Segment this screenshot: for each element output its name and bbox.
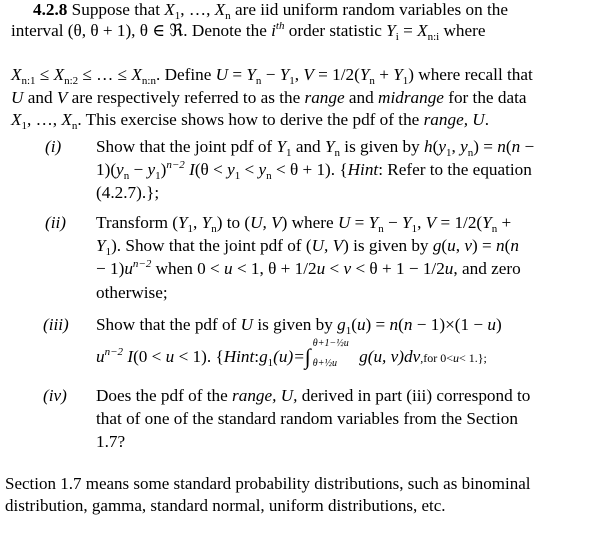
var: U, V [311,236,344,255]
var: X [53,65,65,84]
text: ( [432,137,439,156]
part-ii-line-3 [96,259,521,281]
var: V [303,65,314,84]
var: X [214,0,226,19]
integral-group [304,338,355,369]
superscript: n−2 [132,258,152,270]
var: g [337,315,346,334]
text: < θ + 1). { [271,160,348,179]
part-iii-line-2 [96,338,487,369]
var: X [164,0,175,19]
var: X [131,65,142,84]
var: U [215,65,229,84]
text: . This exercise shows how to derive the pdf of the [77,110,424,129]
text: < 1, θ + 1/2 [232,259,317,278]
subscript: n:1 [21,75,36,87]
text: derived in part (iii) correspond to [297,386,531,405]
subscript: n:n [141,75,156,87]
text: 1)( [96,160,117,179]
text: for the data [443,88,527,107]
text: and [291,137,325,156]
var: X [417,21,428,40]
var: n [497,137,506,156]
text: ) = [473,137,498,156]
var: g [432,236,442,255]
part-ii-line-2 [96,236,519,258]
text: + [374,65,394,84]
section-note: Section 1.7 means some standard probability distributions, such as binominal distribution, gamma, standard normal, uniform distributions, etc. [5,474,531,515]
var: Y [246,65,256,84]
text: otherwise; [96,283,168,302]
text: − [261,65,280,84]
var: V [56,88,68,107]
subscript: 1 [234,170,241,182]
var: Y [177,213,188,232]
text: ≤ [35,65,54,84]
text: are iid uniform random variables on the [230,0,508,19]
var: u [444,259,454,278]
text: , [417,213,426,232]
text: < [325,259,344,278]
var: v [464,236,472,255]
var: u [356,315,366,334]
text: − [520,137,535,156]
text: ) where [281,213,338,232]
var: Y [279,65,290,84]
text: and [344,88,379,107]
problem-line-4 [11,88,526,108]
part-i-line-3 [96,183,159,203]
subscript: n [467,147,474,159]
var: y [116,160,124,179]
var: u [316,259,326,278]
text: ) is given by [343,236,433,255]
text: < 1.}; [458,351,487,365]
var: u [224,259,233,278]
text: are respectively referred to as the [67,88,305,107]
text: , [294,65,304,84]
text: ) [495,315,502,334]
var: h [424,137,433,156]
superscript: n−2 [104,346,124,358]
subscript: n [491,223,498,235]
text: , [420,351,424,365]
var: n [511,137,521,156]
part-ii-line-4 [96,283,168,303]
var: Y [201,213,212,232]
text: − [129,160,148,179]
subscript: 1 [155,170,161,182]
problem-line-5 [11,110,489,132]
integrand: g(u, v)dv [354,347,421,366]
var: X [11,110,22,129]
var: Y [96,236,106,255]
var: i [271,21,276,40]
text: Show that the joint pdf of [96,137,277,156]
text: : [254,347,260,366]
subscript: n [378,223,384,235]
emph: range, U [423,110,485,129]
text: when 0 < [151,259,225,278]
text: ( [398,315,404,334]
var: u [124,259,133,278]
text: ) to ( [216,213,251,232]
text: Show that the pdf of [96,315,241,334]
text: Does the pdf of the [96,386,233,405]
text: = 1/2( [313,65,360,84]
emph: midrange [378,88,444,107]
subscript: i [395,31,399,43]
var: g [259,347,268,366]
text: , [451,137,461,156]
subscript: n [123,170,130,182]
subscript: n [334,147,340,159]
part-ii-line-1 [96,213,511,235]
var: U [240,315,254,334]
subscript: n [266,170,272,182]
text: (4.2.7).}; [96,183,160,202]
text: ) [160,160,167,179]
var: y [147,160,156,179]
subscript: n:i [427,31,440,43]
text: < θ + 1 − 1/2 [351,259,445,278]
subscript: 1 [267,357,274,369]
var: y [258,160,267,179]
var: U [337,213,351,232]
text: . Define [155,65,216,84]
text: ) = [365,315,390,334]
text: ) where recall that [408,65,533,84]
text: (θ < [194,160,228,179]
text: , …, [180,0,215,19]
var: y [460,137,468,156]
text: order statistic [284,21,387,40]
var: n [510,236,519,255]
text: : Refer to the equation [378,160,532,179]
text: ( [504,236,511,255]
text: ( [505,137,512,156]
var: n [389,315,399,334]
var: u [165,347,175,366]
subscript: 1 [174,10,181,22]
subscript: 1 [105,246,112,258]
text: is given by [340,137,425,156]
text: < [240,160,259,179]
var: Y [482,213,492,232]
part-i-line-2 [96,160,532,182]
text: and [23,88,57,107]
integral-sign: ∫ [304,344,311,369]
var: I [127,347,134,366]
text: Transform ( [96,213,178,232]
problem-line-1 [33,0,508,22]
problem-line-3 [11,65,533,87]
var: y [438,137,446,156]
part-iii-label: (iii) [43,315,69,334]
var: U [11,88,24,107]
var: I [189,160,195,179]
text: = [350,213,369,232]
var: Y [402,213,412,232]
superscript: th [275,20,285,32]
subscript: n [211,223,217,235]
text: ( [351,315,357,334]
subscript: 1 [446,147,452,159]
text: . [484,110,489,129]
subscript: n [255,75,262,87]
subscript: 1 [345,325,352,337]
part-iv-line-1 [96,386,530,406]
part-iv-label: (iv) [43,386,67,405]
var: u [452,351,459,365]
text: , [193,213,202,232]
text: where [439,21,486,40]
text: for 0< [423,351,453,365]
text: ) = [471,236,496,255]
text: is given by [253,315,338,334]
emph: range [304,88,345,107]
superscript: n−2 [166,159,185,171]
text: ≤ … ≤ [78,65,132,84]
text: , [455,236,465,255]
var: Y [276,137,287,156]
text: ). Show that the joint pdf of ( [111,236,312,255]
text: − 1) [96,259,125,278]
subscript: 1 [289,75,295,87]
emph: Hint [347,160,379,179]
text: < 1). { [174,347,224,366]
var: Y [368,213,379,232]
text: Suppose that [67,0,165,19]
integral-upper-limit: θ+1−½u [312,338,349,349]
text: − [383,213,403,232]
subscript: 1 [21,120,27,132]
subscript: n [71,120,78,132]
subscript: n [369,75,375,87]
var: Y [359,65,370,84]
var: n [496,236,505,255]
part-ii-label: (ii) [45,213,66,232]
var: u [96,347,105,366]
var: V [425,213,437,232]
var: Y [324,137,335,156]
text: = [398,21,418,40]
text: − 1)×(1 − [412,315,488,334]
var: Y [386,21,396,40]
var: n [403,315,413,334]
text: , …, [27,110,62,129]
problem-line-2 [11,21,486,43]
part-i-label: (i) [45,137,62,156]
var: X [11,65,22,84]
subscript: 1 [402,75,409,87]
var: u [487,315,496,334]
var: v [343,259,352,278]
integral-lower-limit: θ+½u [312,358,337,369]
emph: Hint [223,347,255,366]
part-iv-line-2 [96,409,518,429]
subscript: 1 [411,223,418,235]
subscript: n [225,10,231,22]
var: Y [393,65,403,84]
text: = 1/2( [436,213,483,232]
problem-number: 4.2.8 [33,0,68,19]
text: that of one of the standard random variables from the Section [96,409,518,428]
subscript: 1 [286,147,292,159]
part-i-line-1 [96,137,534,159]
part-iii-line-1 [96,315,502,337]
var: y [227,160,235,179]
var: U, V [250,213,282,232]
emph: range, U, [232,386,298,405]
text: (0 < [133,347,166,366]
text: ( [441,236,448,255]
var: (u)= [273,347,305,366]
part-iv-line-3 [96,432,125,452]
var: u [447,236,456,255]
text: interval (θ, θ + 1), θ ∈ ℜ. Denote the [11,21,272,40]
text: = [228,65,247,84]
subscript: n:2 [64,75,79,87]
subscript: 1 [187,223,194,235]
text: + [497,213,512,232]
text: , and zero [453,259,521,278]
text: 1.7? [96,432,126,451]
var: X [61,110,72,129]
